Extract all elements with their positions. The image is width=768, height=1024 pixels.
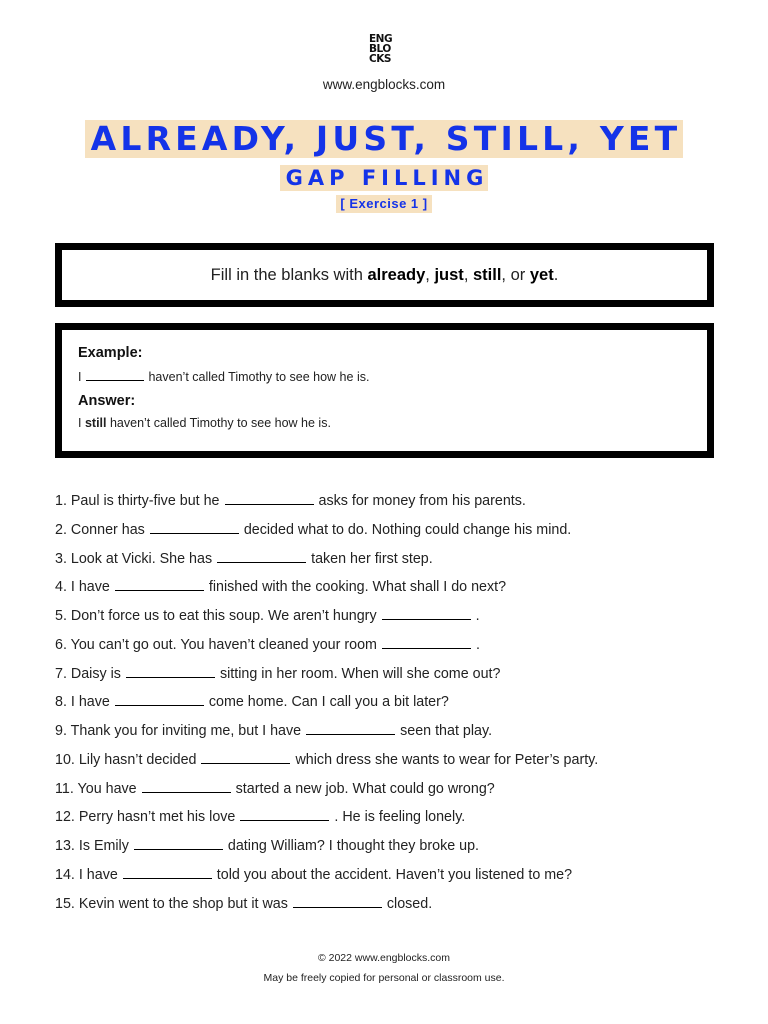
answer-blank[interactable] xyxy=(293,894,382,908)
answer-label: Answer: xyxy=(78,393,136,409)
question-text-after: sitting in her room. When will she come out? xyxy=(219,665,501,682)
example-sentence: I haven’t called Timothy to see how he is. xyxy=(78,370,370,384)
question-text-after: dating William? I thought they broke up. xyxy=(227,838,480,854)
question-text-before: 3. Look at Vicki. She has xyxy=(55,550,213,567)
engblocks-logo: ENG BLO CKS xyxy=(369,33,393,65)
instruction-text: Fill in the blanks with already, just, still, or yet. xyxy=(210,265,559,284)
question-item xyxy=(55,606,735,635)
question-text-after: . xyxy=(475,608,480,624)
question-item xyxy=(55,491,735,520)
question-text-before: 6. You can’t go out. You haven’t cleaned your room xyxy=(55,636,377,653)
question-text-after: seen that play. xyxy=(400,723,493,739)
question-item xyxy=(55,894,735,923)
answer-blank[interactable] xyxy=(150,520,239,534)
question-text-after: finished with the cooking. What shall I do next? xyxy=(208,579,507,596)
question-text-after: told you about the accident. Haven’t you listened to me? xyxy=(216,866,573,883)
answer-blank[interactable] xyxy=(225,491,314,505)
example-label: Example: xyxy=(78,345,143,361)
question-text-before: 11. You have xyxy=(55,780,137,797)
question-text-after: come home. Can I call you a bit later? xyxy=(208,694,449,711)
answer-blank[interactable] xyxy=(142,779,231,793)
question-text-before: 7. Daisy is xyxy=(55,665,121,682)
footer-note: May be freely copied for personal or classroom use. xyxy=(263,972,505,984)
question-text-before: 10. Lily hasn’t decided xyxy=(55,751,197,768)
question-text-before: 8. I have xyxy=(55,694,110,711)
question-item xyxy=(55,779,735,808)
question-item xyxy=(55,577,735,606)
answer-blank[interactable] xyxy=(382,635,471,649)
question-item xyxy=(55,721,735,750)
question-text-before: 13. Is Emily xyxy=(55,838,129,854)
site-url: www.engblocks.com xyxy=(322,77,446,92)
answer-blank[interactable] xyxy=(382,606,471,620)
question-text-before: 5. Don’t force us to eat this soup. We aren’t hungry xyxy=(55,608,377,624)
question-item xyxy=(55,836,735,865)
question-text-after: started a new job. What could go wrong? xyxy=(235,780,495,797)
question-item xyxy=(55,865,735,894)
instruction-box xyxy=(55,243,714,307)
question-text-after: taken her first step. xyxy=(311,550,433,567)
answer-blank[interactable] xyxy=(115,577,204,591)
answer-blank[interactable] xyxy=(123,865,212,879)
answer-blank[interactable] xyxy=(240,807,329,821)
question-item xyxy=(55,520,735,549)
answer-blank[interactable] xyxy=(134,836,223,850)
question-list xyxy=(55,491,735,922)
page-title: ALREADY, JUST, STILL, YET xyxy=(85,120,684,158)
question-text-before: 9. Thank you for inviting me, but I have xyxy=(55,723,302,739)
question-text-before: 14. I have xyxy=(55,866,118,883)
footer-copyright: © 2022 www.engblocks.com xyxy=(317,952,451,964)
example-blank xyxy=(86,368,144,381)
answer-blank[interactable] xyxy=(126,664,215,678)
question-item xyxy=(55,692,735,721)
question-text-after: which dress she wants to wear for Peter’s party. xyxy=(295,751,599,768)
question-text-after: . xyxy=(475,636,480,653)
question-text-after: asks for money from his parents. xyxy=(318,493,526,509)
question-item xyxy=(55,664,735,693)
question-text-before: 1. Paul is thirty-five but he xyxy=(55,493,220,509)
question-text-after: decided what to do. Nothing could change his mind. xyxy=(243,521,572,538)
answer-blank[interactable] xyxy=(217,549,306,563)
question-text-after: . He is feeling lonely. xyxy=(334,809,466,826)
question-item xyxy=(55,635,735,664)
exercise-label: [ Exercise 1 ] xyxy=(336,195,431,213)
question-text-after: closed. xyxy=(386,895,433,912)
answer-blank[interactable] xyxy=(201,750,290,764)
question-text-before: 12. Perry hasn’t met his love xyxy=(55,809,236,826)
example-box xyxy=(55,323,714,458)
question-text-before: 15. Kevin went to the shop but it was xyxy=(55,895,288,912)
question-text-before: 4. I have xyxy=(55,579,110,596)
answer-sentence: I still haven’t called Timothy to see how he is. xyxy=(78,416,331,430)
answer-blank[interactable] xyxy=(115,692,204,706)
question-item xyxy=(55,750,735,779)
page-subtitle: GAP FILLING xyxy=(280,165,489,191)
question-text-before: 2. Conner has xyxy=(55,521,145,538)
question-item xyxy=(55,807,735,836)
answer-blank[interactable] xyxy=(306,721,395,735)
question-item xyxy=(55,549,735,578)
